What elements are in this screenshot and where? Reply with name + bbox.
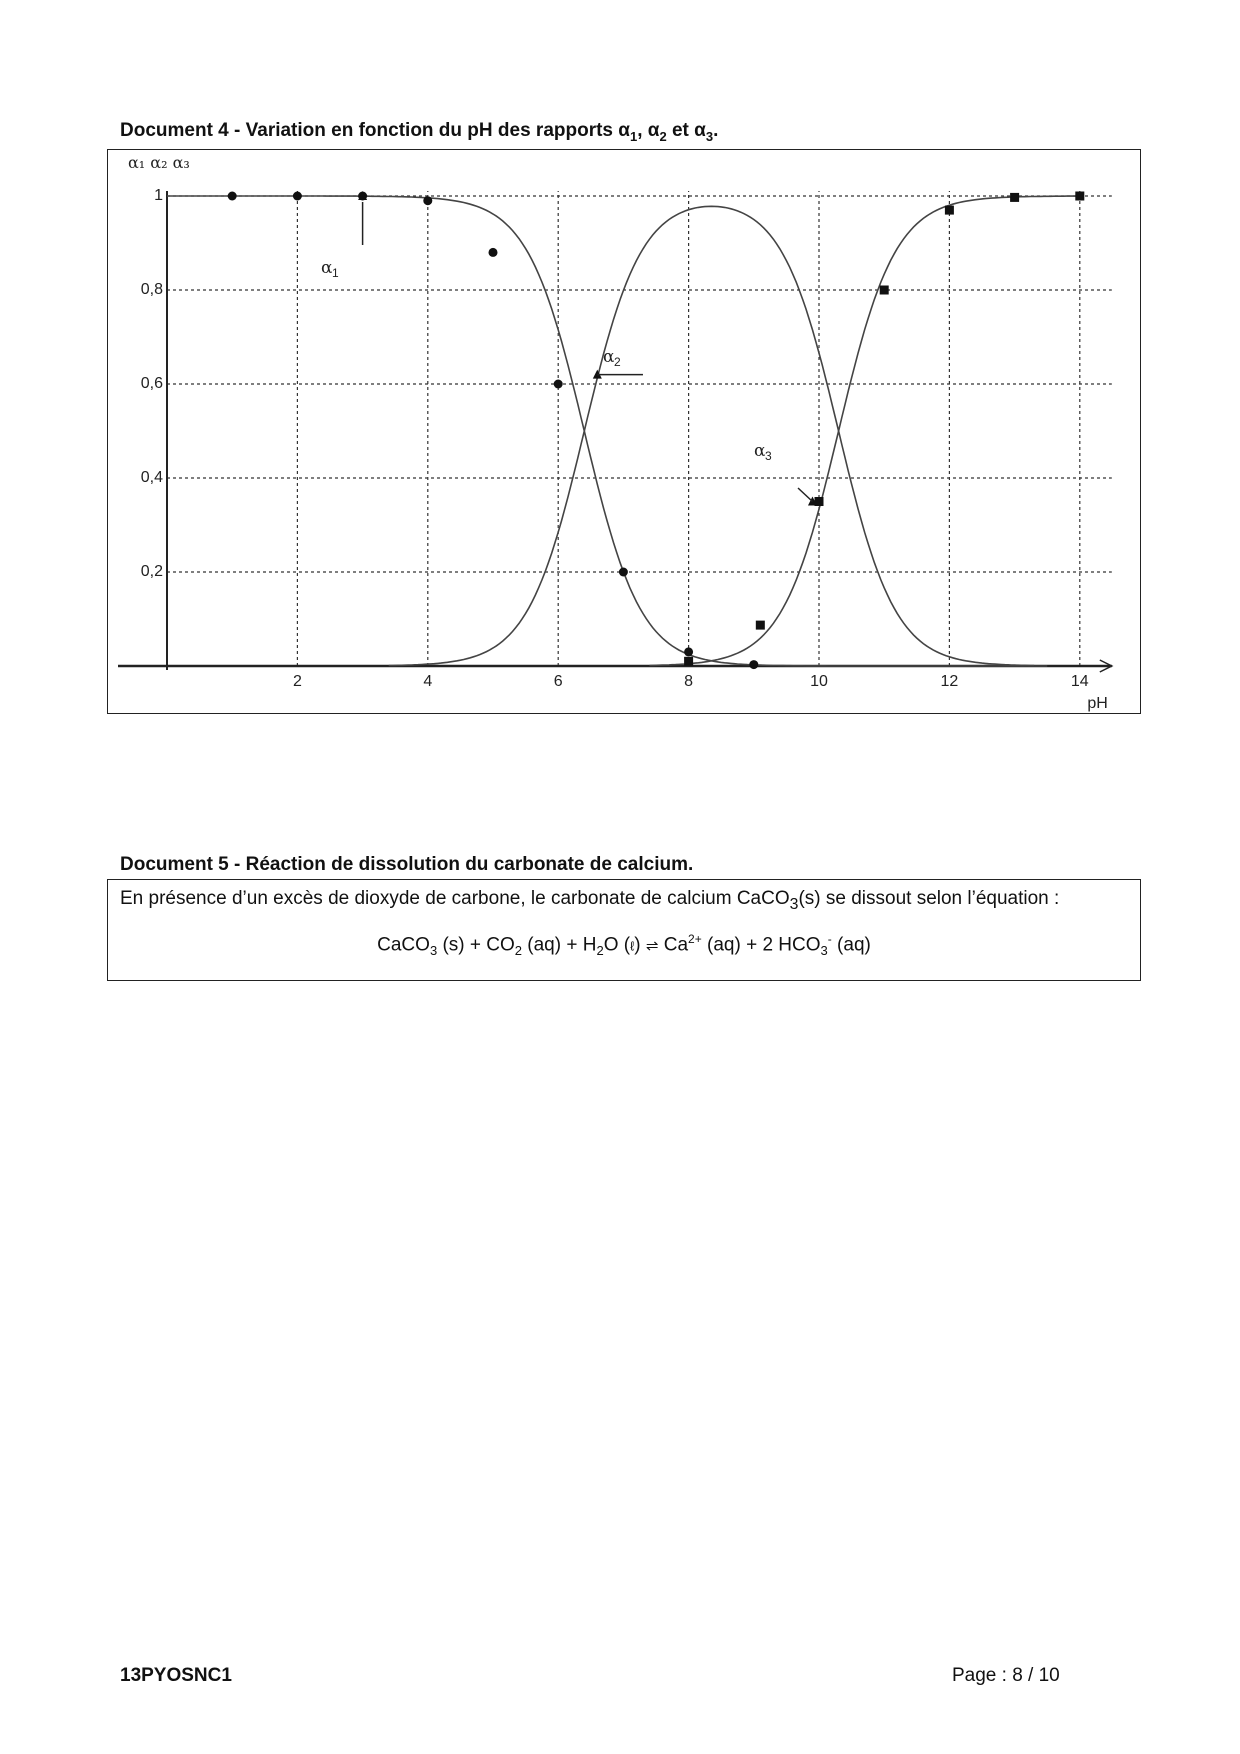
dissolution-text	[120, 886, 1128, 917]
alpha1-point	[228, 192, 237, 201]
text-part: (s) se dissout selon l’équation :	[798, 888, 1060, 909]
y-tick-label: 1	[154, 187, 163, 204]
x-tick-label: 14	[1070, 673, 1089, 690]
alpha3-point	[945, 206, 954, 215]
alpha3-point	[756, 621, 765, 630]
alpha1-label: α	[321, 258, 333, 278]
dissolution-equation	[120, 927, 1128, 963]
alpha-glyph: α	[694, 120, 706, 141]
eq-term: (aq) + H	[522, 934, 597, 956]
heading-text: Document 4 - Variation en fonction du pH des rapports	[120, 120, 619, 141]
eq-term: (aq) + 2 HCO	[701, 934, 821, 956]
x-tick-label: 10	[810, 673, 828, 690]
alpha2-symbol	[647, 120, 667, 144]
text-subscript: 3	[789, 895, 799, 913]
heading-end: .	[713, 120, 719, 141]
alpha-subscript: 3	[705, 128, 714, 144]
y-tick-label: 0,6	[140, 375, 163, 392]
alpha1-point	[423, 196, 432, 205]
document-5-heading: Document 5 - Réaction de dissolution du carbonate de calcium.	[120, 854, 694, 875]
alpha3-symbol	[694, 120, 714, 144]
alpha1-point	[619, 568, 628, 577]
alpha3-point	[880, 286, 889, 295]
alpha1-point	[684, 647, 693, 656]
alpha-glyph: α	[647, 120, 660, 141]
document-5-box	[107, 879, 1141, 981]
x-tick-label: 2	[292, 673, 302, 690]
y-tick-label: 0,8	[140, 281, 163, 298]
eq-term: Ca	[658, 934, 689, 956]
eq-term: (s) + CO	[437, 934, 515, 956]
speciation-chart	[107, 149, 1141, 714]
alpha3-point	[1075, 192, 1084, 201]
x-tick-label: 8	[684, 673, 694, 690]
alpha1-point	[293, 192, 302, 201]
eq-term: )	[634, 934, 646, 956]
alpha1-symbol	[618, 120, 638, 144]
eq-term: O (	[603, 934, 631, 956]
alpha3-point	[1010, 193, 1019, 202]
y-axis-label: α₁ α₂ α₃	[128, 153, 190, 172]
y-tick-label: 0,2	[140, 563, 163, 580]
document-4-heading	[120, 120, 718, 148]
eq-term: (aq)	[831, 934, 871, 956]
eq-subscript: 2	[596, 942, 604, 958]
equilibrium-arrow-icon: ⇌	[645, 937, 659, 955]
eq-term: CaCO	[377, 934, 430, 956]
footer-page-number: Page : 8 / 10	[952, 1665, 1060, 1686]
alpha2-label: α	[603, 347, 615, 367]
eq-subscript: 3	[429, 942, 438, 958]
x-tick-label: 4	[423, 673, 433, 690]
x-axis-label: pH	[1087, 695, 1108, 712]
alpha1-point	[749, 660, 758, 669]
alpha-subscript: 1	[629, 128, 638, 144]
text-part: En présence d’un excès de dioxyde de carbone, le carbonate de calcium CaCO	[120, 888, 790, 909]
footer-code: 13PYOSNC1	[120, 1665, 232, 1686]
eq-subscript: 2	[514, 942, 522, 958]
separator: et	[666, 120, 695, 141]
alpha1-point	[489, 248, 498, 257]
separator: ,	[637, 120, 648, 141]
eq-superscript: -	[827, 931, 832, 946]
alpha1-point	[554, 380, 563, 389]
alpha3-pointer	[798, 488, 812, 502]
alpha3-curve	[650, 196, 1080, 665]
alpha2-curve	[389, 206, 1034, 665]
eq-superscript: 2+	[688, 931, 702, 946]
eq-subscript: 3	[820, 942, 828, 958]
y-tick-label: 0,4	[140, 469, 163, 486]
alpha3-point	[684, 657, 693, 666]
alpha-subscript: 2	[659, 128, 667, 144]
alpha1-curve	[167, 196, 1047, 666]
chart-canvas	[108, 150, 1142, 715]
alpha2-label-subscript: 2	[614, 355, 621, 369]
x-tick-label: 12	[940, 673, 959, 690]
alpha1-label-subscript: 1	[332, 266, 339, 280]
alpha3-label: α	[754, 441, 766, 461]
alpha3-point	[815, 497, 824, 506]
liquid-state-symbol: ℓ	[630, 938, 635, 954]
alpha3-label-subscript: 3	[765, 449, 772, 463]
x-tick-label: 6	[553, 673, 563, 690]
alpha-glyph: α	[618, 120, 630, 141]
